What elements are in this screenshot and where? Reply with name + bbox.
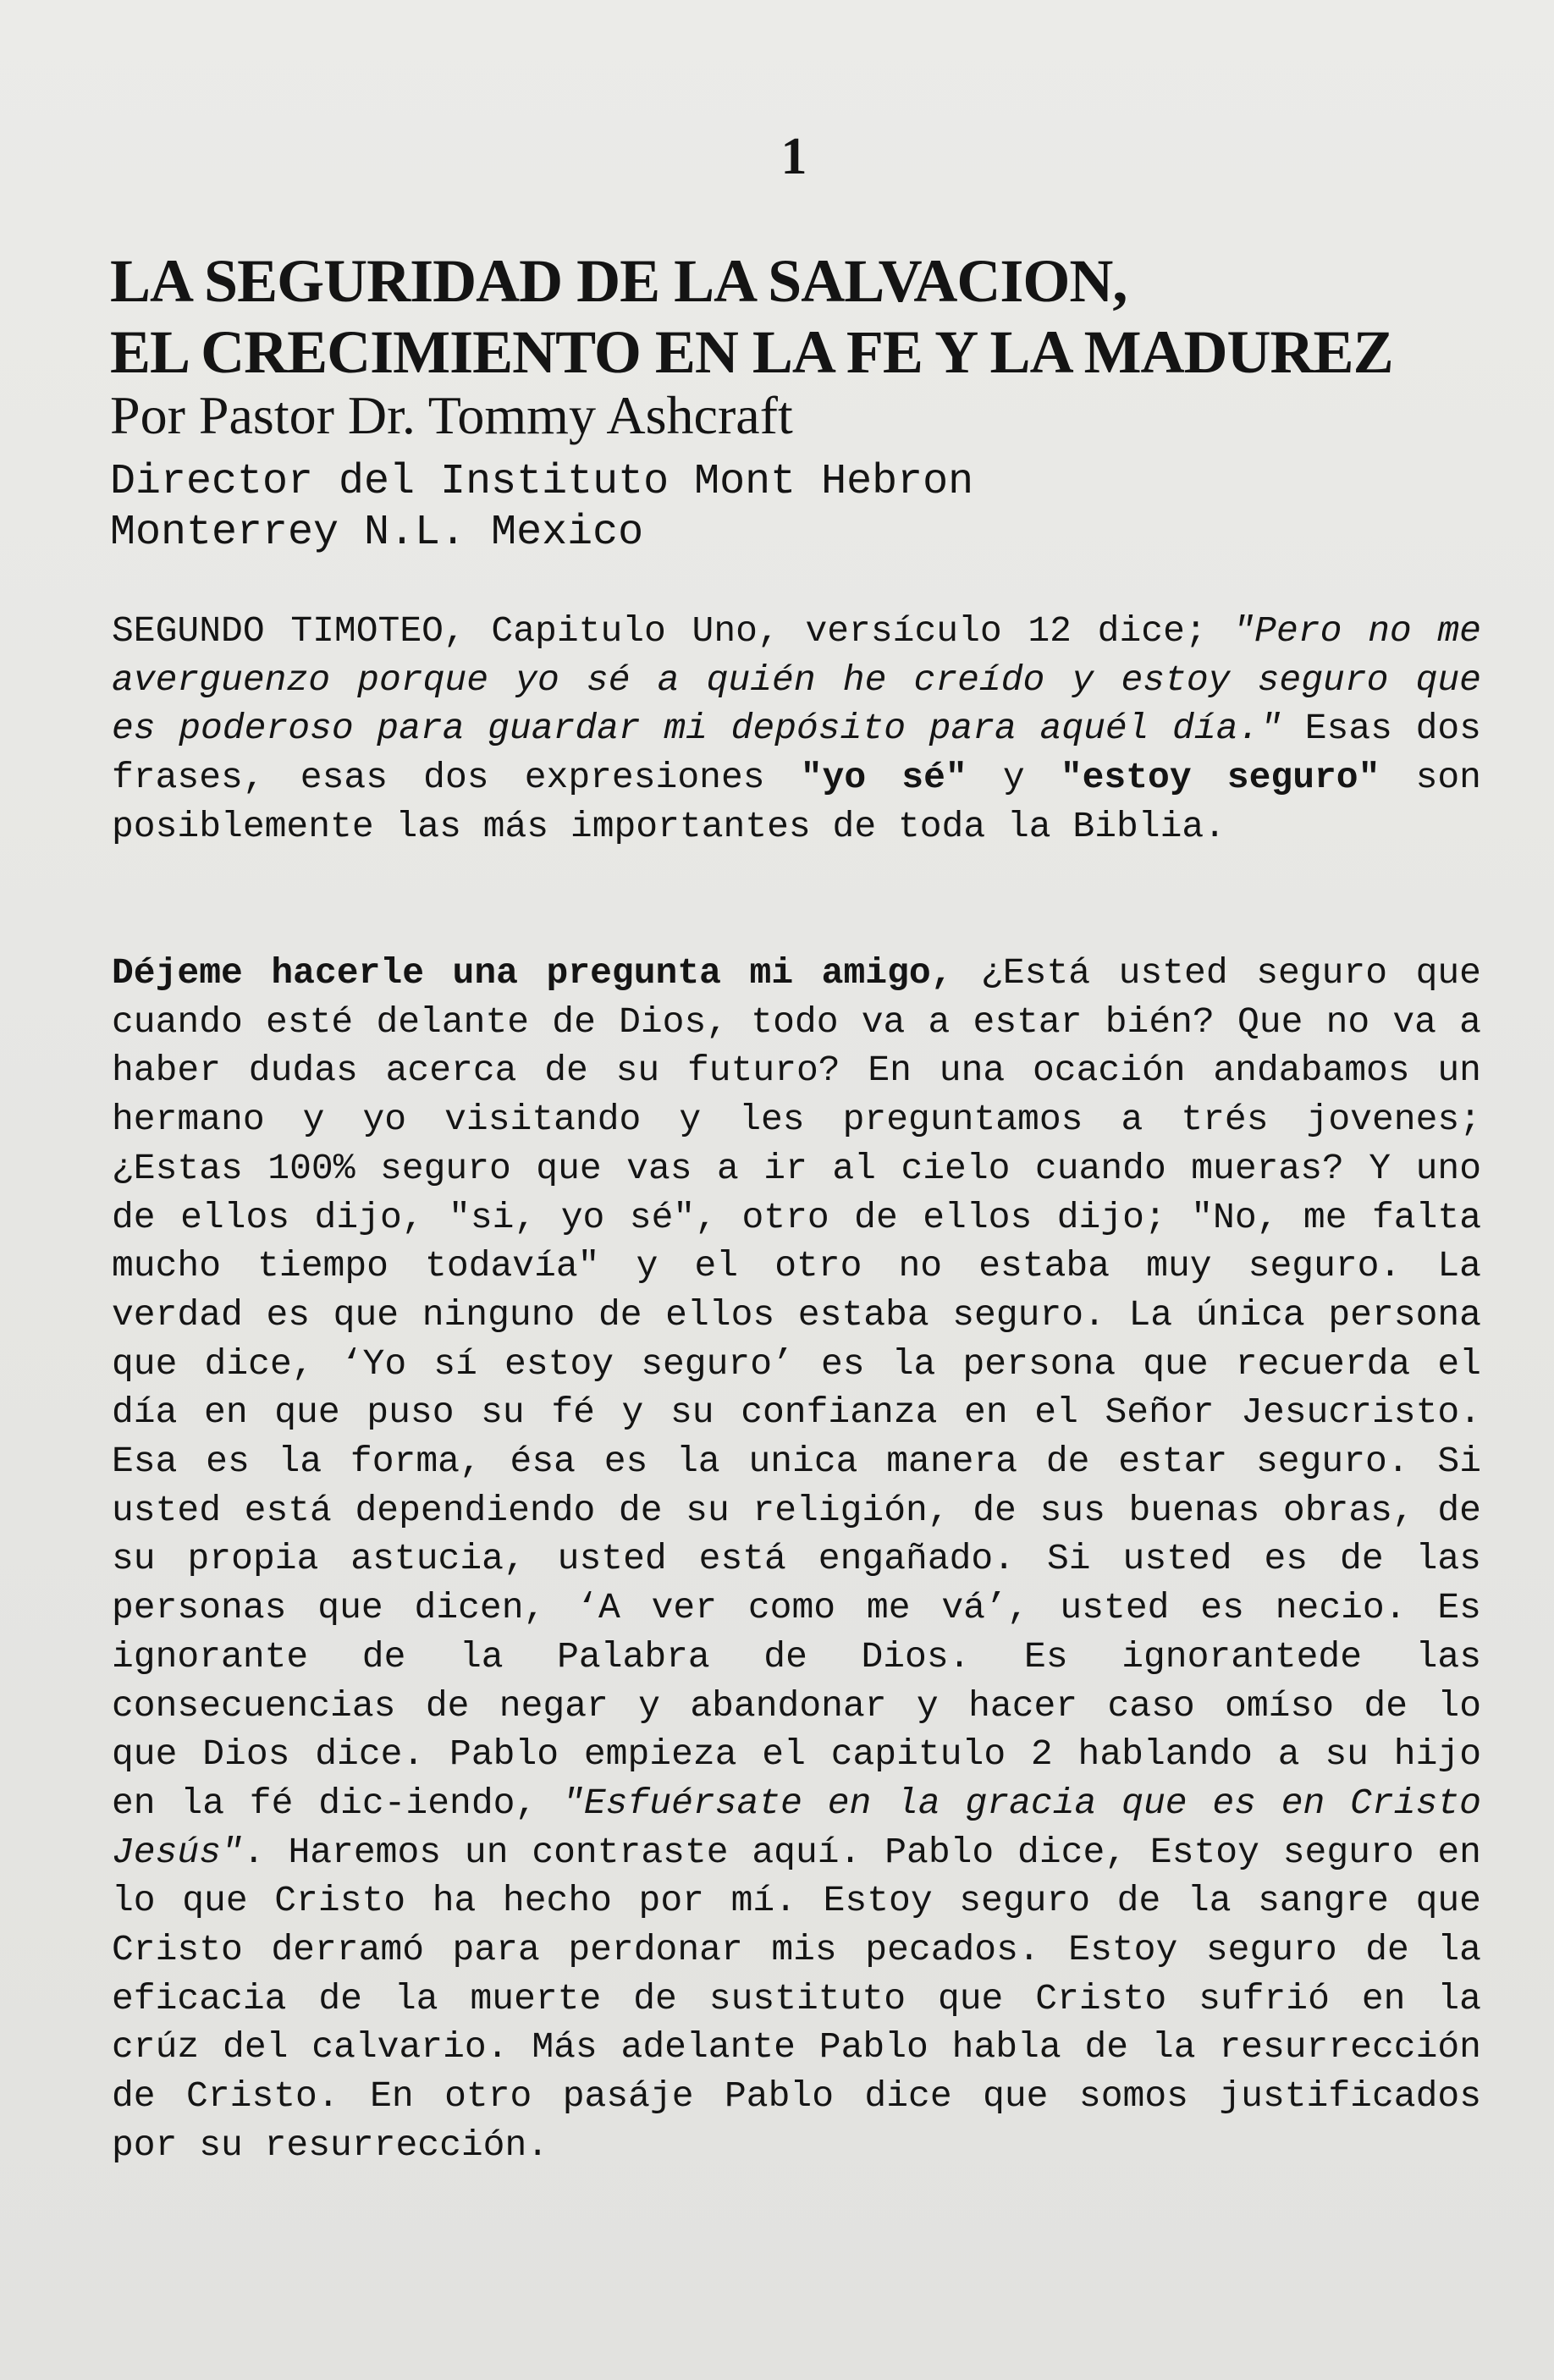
paragraph-2-text: ¿Está usted seguro que cuando esté delante de Dios, todo va a estar bién? Que no va a haber dudas acerca de su futuro? En una ocación andabamos un hermano y yo visitando y les preguntamos a trés jovenes; ¿Estas 100% seguro que vas a ir al cielo cuando mueras? Y uno de ellos dijo, "si, yo sé", otro de ellos dijo; "No, me falta mucho tiempo todavía" y el otro no estaba muy seguro. La verdad es que ninguno de ellos estaba seguro. La única persona que dice, ‘Yo sí estoy seguro’ es la persona que recuerda el día en que puso su fé y su confianza en el Señor Jesucristo. Esa es la forma, ésa es la unica manera de estar seguro. Si usted está dependiendo de su religión, de sus buenas obras, de su propia astucia, usted está engañado. Si usted es de las personas que dicen, ‘A ver como me vá’, usted es necio. Es ignorante de la Palabra de Dios. Es ignorantede las consecuencias de negar y abandonar y hacer caso omíso de lo que Dios dice. Pablo empieza el capitulo 2 hablando a su hijo en la fé dic-iendo, (112, 952, 1481, 1824)
phrase-yo-se: "yo sé" (800, 757, 967, 799)
title-line-1: LA SEGURIDAD DE LA SALVACION, (110, 247, 1127, 315)
author-line: Por Pastor Dr. Tommy Ashcraft (110, 385, 793, 445)
page-number: 1 (780, 128, 807, 185)
affiliation-line-1: Director del Instituto Mont Hebron (110, 458, 974, 506)
title-line-2: EL CRECIMIENTO EN LA FE Y LA MADUREZ (110, 318, 1393, 386)
affiliation-line-2: Monterrey N.L. Mexico (110, 509, 644, 557)
author-affiliation (110, 457, 973, 559)
document-title (110, 245, 1481, 388)
paragraph-2 (112, 949, 1481, 2170)
scripture-reference: SEGUNDO TIMOTEO, Capitulo Uno, versículo 12 dice; (112, 610, 1207, 652)
paragraph-1 (112, 607, 1481, 851)
inline-scripture-quote: "Esfuérsate en la gracia que es en Cristo Jesús" (112, 1782, 1481, 1873)
phrase-estoy-seguro: "estoy seguro" (1060, 757, 1380, 799)
paragraph-1-text: Esas dos frases, esas dos expresiones (112, 708, 1481, 799)
paragraph-1-ending: son posiblemente las más importantes de toda la Biblia. (112, 757, 1481, 847)
connector-text: y (967, 757, 1061, 799)
paragraph-2-ending: . Haremos un contraste aquí. Pablo dice, Estoy seguro en lo que Cristo ha hecho por mí. Estoy seguro de la sangre que Cristo derramó para perdonar mis pecados. Estoy seguro de la eficacia de la muerte de sustituto que Cristo sufrió en la crúz del calvario. Más adelante Pablo habla de la resurrección de Cristo. En otro pasáje Pablo dice que somos justificados por su resurrección. (112, 1831, 1481, 2166)
scripture-quote: "Pero no me averguenzo porque yo sé a quién he creído y estoy seguro que es poderoso para guardar mi depósito para aquél día." (112, 610, 1481, 750)
paragraph-2-lead: Déjeme hacerle una pregunta mi amigo, (112, 952, 953, 994)
